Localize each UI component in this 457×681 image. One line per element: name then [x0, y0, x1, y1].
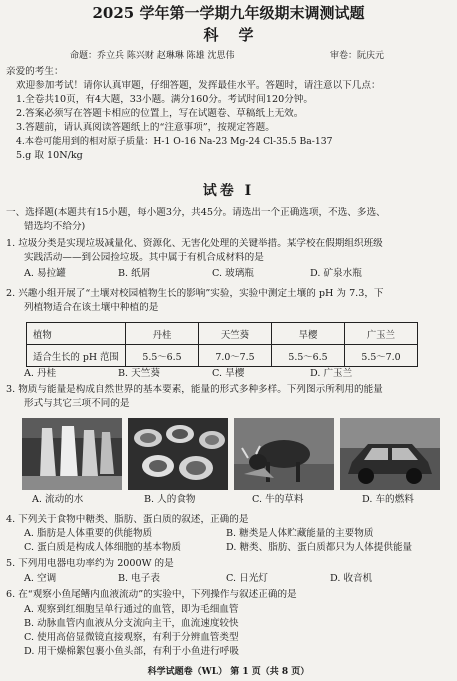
cattle-image	[234, 418, 334, 490]
table-cell: 丹桂	[126, 323, 199, 345]
table-cell: 5.5～6.5	[126, 345, 199, 367]
notice-item-5: 5.g 取 10N/kg	[16, 150, 83, 161]
q2-stem-1: 2. 兴趣小组开展了“土壤对校园植物生长的影响”实验，实验中测定土壤的 pH 为 7.3，下	[6, 288, 384, 299]
table-cell: 5.5～7.0	[345, 345, 418, 367]
authors-line: 命题：乔立兵 陈兴财 赵琳琳 陈雄 沈思伟	[70, 51, 235, 61]
q2-option-c: C. 旱樱	[212, 368, 245, 379]
notice-intro: 欢迎参加考试！请你认真审题，仔细答题，发挥最佳水平。答题时，请注意以下几点：	[16, 80, 381, 91]
q2-option-b: B. 天竺葵	[118, 368, 160, 379]
table-cell: 7.0～7.5	[199, 345, 272, 367]
q5-option-a: A. 空调	[24, 573, 57, 584]
q4-option-c: C. 蛋白质是构成人体细胞的基本物质	[24, 542, 182, 553]
page-footer: 科学试题卷（WL） 第 1 页（共 8 页）	[147, 667, 310, 677]
q2-stem-2: 列植物适合在该土壤中种植的是	[24, 302, 159, 313]
q4-option-d: D. 糖类、脂肪、蛋白质都只为人体提供能量	[226, 542, 413, 553]
table-cell: 植物	[27, 323, 126, 345]
q1-option-a: A. 易拉罐	[24, 268, 66, 279]
q3-stem-2: 形式与其它三项不同的是	[24, 398, 130, 409]
q5-option-b: B. 电子表	[118, 573, 160, 584]
q6-option-d: D. 用干燥棉絮包裹小鱼头部，有利于小鱼进行呼吸	[24, 646, 239, 657]
reviewer-line: 审卷：阮庆元	[330, 51, 385, 61]
q3-stem-1: 3. 物质与能量是构成自然世界的基本要素，能量的形式多种多样。下列图示所利用的能量	[6, 384, 383, 395]
notice-item-2: 2.答案必须写在答题卡相应的位置上，写在试题卷、草稿纸上无效。	[16, 108, 304, 119]
q6-option-b: B. 动脉血管内血液从分支流向主干，血流速度较快	[24, 618, 239, 629]
q6-option-c: C. 使用高倍显微镜直接观察，有利于分辨血管类型	[24, 632, 239, 643]
q1-option-d: D. 矿泉水瓶	[310, 268, 362, 279]
q5-option-c: C. 日光灯	[226, 573, 268, 584]
waterfall-image	[22, 418, 122, 490]
subject-title: 科学	[203, 26, 274, 44]
part1-intro-1: 一、选择题(本题共有15小题，每小题3分，共45分。请选出一个正确选项，不选、多选、	[6, 207, 386, 218]
q6-stem: 6. 在“观察小鱼尾鳍内血液流动”的实验中，下列操作与叙述正确的是	[6, 589, 297, 600]
q1-option-b: B. 纸屑	[118, 268, 151, 279]
q1-stem-1: 1. 垃圾分类是实现垃圾减量化、资源化、无害化处理的关键举措。某学校在假期组织班级	[6, 238, 383, 249]
q3-caption-d: D. 车的燃料	[362, 494, 414, 505]
table-cell: 5.5～6.5	[272, 345, 345, 367]
q2-option-d: D. 广玉兰	[310, 368, 353, 379]
q4-option-a: A. 脂肪是人体重要的供能物质	[24, 528, 153, 539]
q4-option-b: B. 糖类是人体贮藏能量的主要物质	[226, 528, 374, 539]
notice-item-3: 3.答题前，请认真阅读答题纸上的“注意事项”，按规定答题。	[16, 122, 275, 133]
table-cell: 天竺葵	[199, 323, 272, 345]
exam-title: 2025 学年第一学期九年级期末调测试题	[92, 4, 365, 22]
notice-item-4: 4.本卷可能用到的相对原子质量：H-1 O-16 Na-23 Mg-24 Cl-35.5 Ba-137	[16, 136, 333, 147]
q3-caption-b: B. 人的食物	[144, 494, 196, 505]
table-cell: 旱樱	[272, 323, 345, 345]
q3-caption-c: C. 牛的草料	[252, 494, 304, 505]
q6-option-a: A. 观察到红细胞呈单行通过的血管，即为毛细血管	[24, 604, 239, 615]
q5-stem: 5. 下列用电器电功率约为 2000W 的是	[6, 558, 174, 569]
table-row	[27, 345, 418, 367]
table-header-row	[27, 323, 418, 345]
q3-caption-a: A. 流动的水	[32, 494, 84, 505]
ph-table	[26, 322, 418, 367]
table-cell: 适合生长的 pH 范围	[27, 345, 126, 367]
notice-greeting: 亲爱的考生：	[6, 66, 64, 77]
q5-option-d: D. 收音机	[330, 573, 373, 584]
food-image	[128, 418, 228, 490]
part1-intro-2: 错选均不给分)	[24, 221, 86, 232]
q1-stem-2: 实践活动——到公园捡垃圾。其中属于有机合成材料的是	[24, 252, 264, 263]
table-cell: 广玉兰	[345, 323, 418, 345]
q4-stem: 4. 下列关于食物中糖类、脂肪、蛋白质的叙述，正确的是	[6, 514, 249, 525]
q1-option-c: C. 玻璃瓶	[212, 268, 254, 279]
section-title: 试卷 I	[202, 183, 255, 199]
car-image	[340, 418, 440, 490]
notice-item-1: 1.全卷共10页，有4大题，33小题。满分160分。考试时间120分钟。	[16, 94, 313, 105]
q2-option-a: A. 丹桂	[24, 368, 57, 379]
